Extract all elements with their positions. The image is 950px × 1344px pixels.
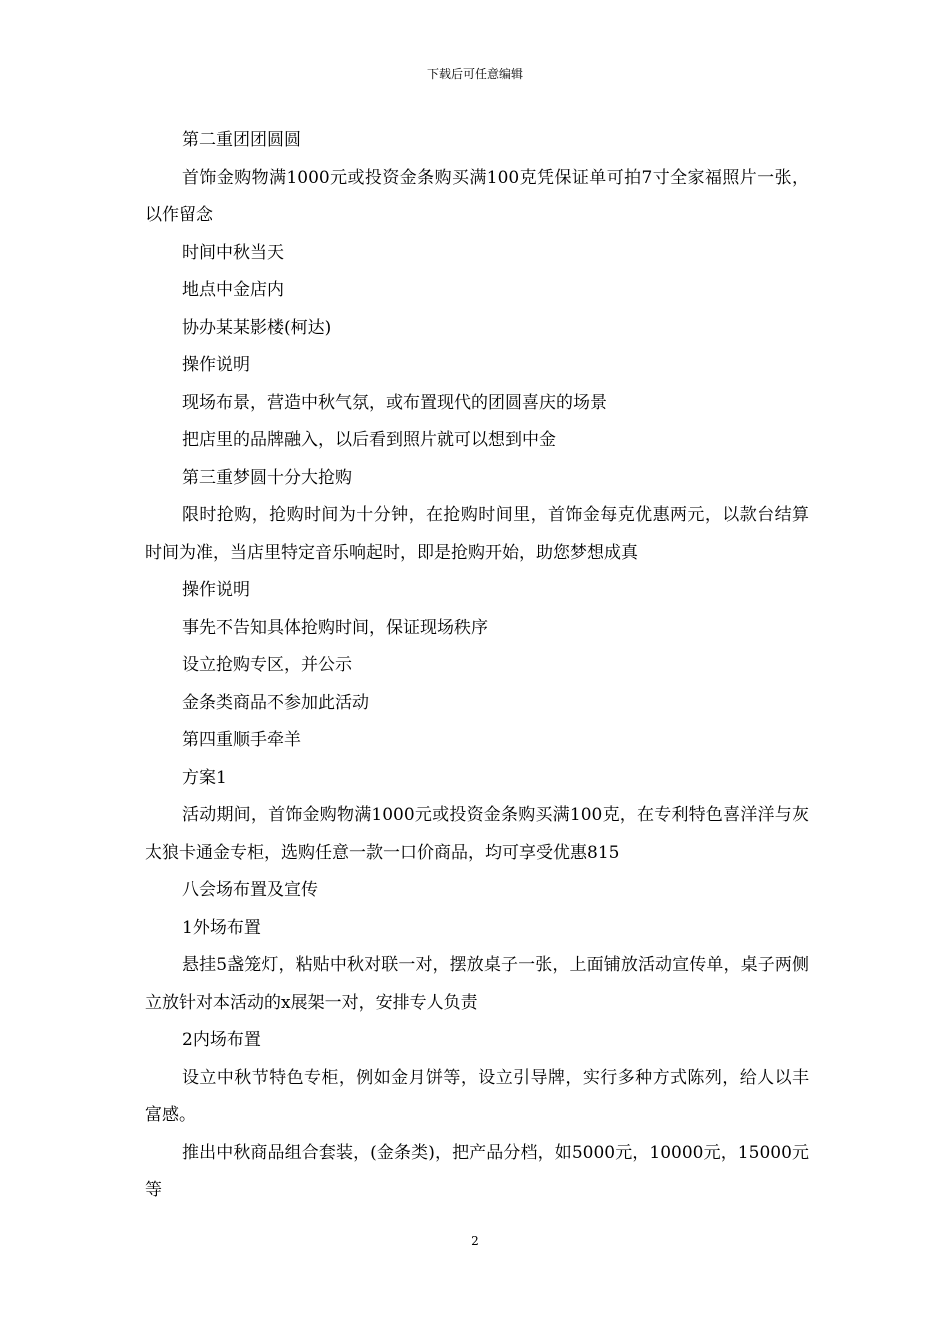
paragraph: 把店里的品牌融入，以后看到照片就可以想到中金 — [182, 430, 556, 450]
paragraph: 第三重梦圆十分大抢购 — [182, 467, 352, 488]
paragraph: 金条类商品不参加此活动 — [182, 692, 369, 713]
paragraph: 推出中秋商品组合套装，(金条类)，把产品分档，如5000元，10000元，15000元等 — [145, 1142, 809, 1200]
paragraph: 限时抢购，抢购时间为十分钟，在抢购时间里，首饰金每克优惠两元，以款台结算时间为准，当店里特定音乐响起时，即是抢购开始，助您梦想成真 — [145, 505, 809, 563]
paragraph: 时间中秋当天 — [182, 242, 284, 263]
page-number: 2 — [471, 1234, 479, 1248]
paragraph: 第四重顺手牵羊 — [182, 730, 301, 750]
paragraph: 现场布景，营造中秋气氛，或布置现代的团圆喜庆的场景 — [182, 392, 607, 413]
paragraph: 八会场布置及宣传 — [182, 880, 318, 900]
document-body — [145, 122, 809, 1210]
paragraph: 操作说明 — [182, 580, 250, 600]
paragraph: 活动期间，首饰金购物满1000元或投资金条购买满100克，在专利特色喜洋洋与灰太狼卡通金专柜，选购任意一款一口价商品，均可享受优惠815 — [145, 805, 809, 863]
paragraph: 首饰金购物满1000元或投资金条购买满100克凭保证单可拍7寸全家福照片一张，以作留念 — [145, 167, 809, 225]
paragraph: 操作说明 — [182, 355, 250, 375]
paragraph: 设立抢购专区，并公示 — [182, 655, 352, 675]
paragraph: 悬挂5盏笼灯，粘贴中秋对联一对，摆放桌子一张，上面铺放活动宣传单，桌子两侧立放针对本活动的x展架一对，安排专人负责 — [145, 955, 809, 1013]
paragraph: 1外场布置 — [182, 917, 261, 938]
paragraph: 第二重团团圆圆 — [182, 130, 301, 150]
page-header: 下载后可任意编辑 — [426, 67, 523, 81]
paragraph: 设立中秋节特色专柜，例如金月饼等，设立引导牌，实行多种方式陈列，给人以丰富感。 — [145, 1067, 809, 1125]
paragraph: 2内场布置 — [182, 1030, 261, 1050]
paragraph: 方案1 — [182, 767, 227, 788]
paragraph: 事先不告知具体抢购时间，保证现场秩序 — [182, 617, 488, 638]
paragraph: 协办某某影楼(柯达) — [182, 317, 332, 338]
paragraph: 地点中金店内 — [182, 280, 284, 300]
